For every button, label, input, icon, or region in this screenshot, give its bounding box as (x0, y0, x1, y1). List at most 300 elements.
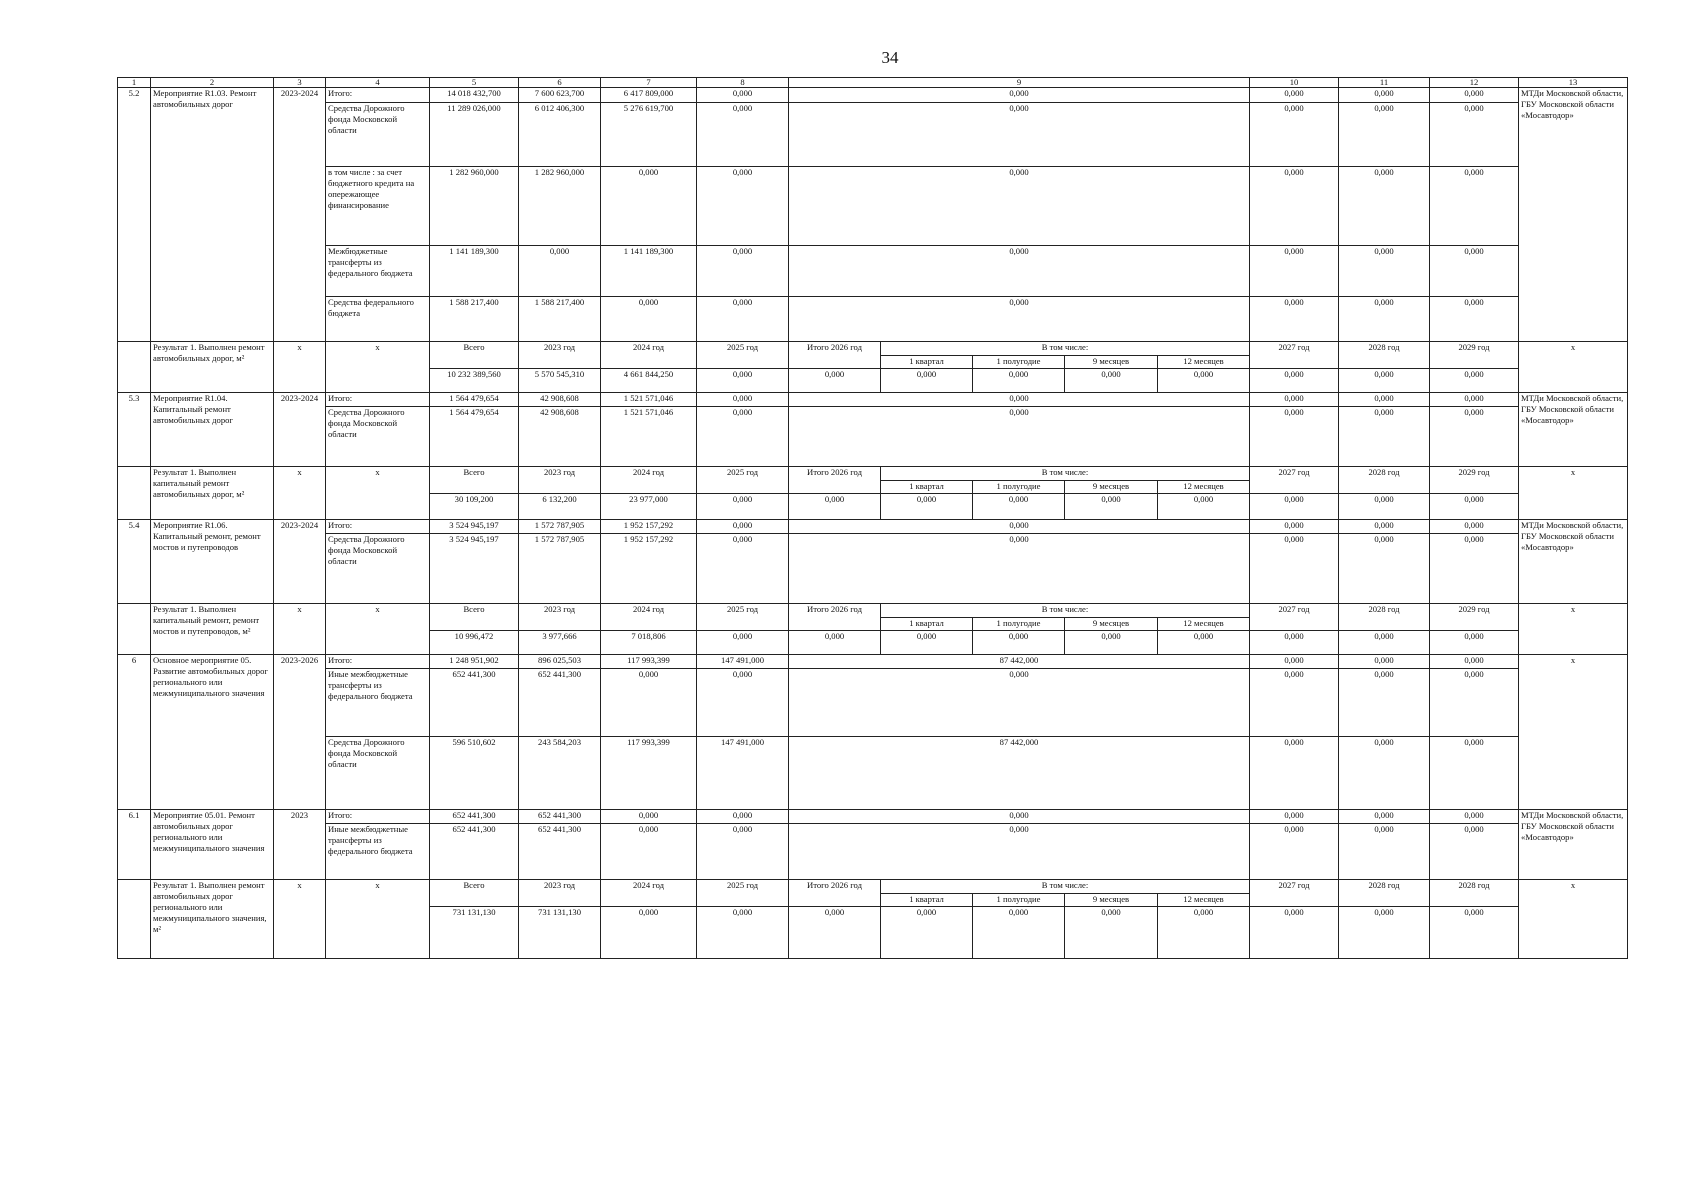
value-cell: 0,000 (1065, 631, 1158, 655)
value-cell: 0,000 (1430, 669, 1519, 737)
value-cell: 0,000 (697, 669, 789, 737)
value-cell: 10 996,472 (430, 631, 519, 655)
value-cell: 1 952 157,292 (601, 534, 697, 604)
executor: МТДи Московской области, ГБУ Московской области «Мосавтодор» (1519, 810, 1628, 880)
source-label: Межбюджетные трансферты из федерального бюджета (326, 246, 430, 297)
source-label: Итого: (326, 88, 430, 103)
value-cell: 0,000 (697, 520, 789, 534)
value-cell: 23 977,000 (601, 494, 697, 520)
value-cell: 6 132,200 (519, 494, 601, 520)
value-cell: 0,000 (1250, 88, 1339, 103)
value-cell: 1 952 157,292 (601, 520, 697, 534)
value-cell: 0,000 (1430, 737, 1519, 810)
value-cell: 0,000 (789, 393, 1250, 407)
empty-cell (118, 342, 151, 393)
page-number: 34 (881, 48, 899, 67)
value-cell: 0,000 (973, 494, 1065, 520)
value-cell: 5 570 545,310 (519, 369, 601, 393)
value-cell: 0,000 (1339, 737, 1430, 810)
value-cell: 0,000 (1339, 297, 1430, 342)
executor: МТДи Московской области, ГБУ Московской области «Мосавтодор» (1519, 88, 1628, 342)
activity-name: Мероприятие R1.04. Капитальный ремонт автомобильных дорог (151, 393, 274, 467)
value-cell: 1 521 571,046 (601, 407, 697, 467)
header-cell: 2024 год (601, 880, 697, 907)
table-row (118, 103, 1628, 167)
period: 2023-2024 (274, 88, 326, 342)
value-cell: 0,000 (1250, 369, 1339, 393)
col-number: 13 (1519, 78, 1628, 88)
source-label: Итого: (326, 655, 430, 669)
value-cell: 0,000 (1339, 369, 1430, 393)
x-mark: x (274, 880, 326, 959)
header-cell: 2028 год (1339, 880, 1430, 907)
empty-cell (118, 467, 151, 520)
value-cell: 0,000 (1250, 669, 1339, 737)
activity-name: Основное мероприятие 05. Развитие автомобильных дорог регионального или межмуниципального значения (151, 655, 274, 810)
value-cell: 652 441,300 (519, 810, 601, 824)
col-number: 6 (519, 78, 601, 88)
value-cell: 1 588 217,400 (519, 297, 601, 342)
value-cell: 0,000 (697, 246, 789, 297)
value-cell: 0,000 (1430, 103, 1519, 167)
value-cell: 0,000 (1250, 534, 1339, 604)
executor: x (1519, 655, 1628, 810)
row-id: 6 (118, 655, 151, 810)
col-number: 5 (430, 78, 519, 88)
value-cell: 243 584,203 (519, 737, 601, 810)
value-cell: 0,000 (1430, 824, 1519, 880)
value-cell: 42 908,608 (519, 407, 601, 467)
x-mark: x (326, 880, 430, 959)
value-cell: 0,000 (1250, 907, 1339, 959)
value-cell: 0,000 (697, 907, 789, 959)
header-cell: 2023 год (519, 880, 601, 907)
value-cell: 0,000 (789, 810, 1250, 824)
value-cell: 652 441,300 (519, 669, 601, 737)
col-number: 12 (1430, 78, 1519, 88)
result-label: Результат 1. Выполнен капитальный ремонт, ремонт мостов и путепроводов, м² (151, 604, 274, 655)
value-cell: 0,000 (697, 534, 789, 604)
value-cell: 0,000 (1250, 810, 1339, 824)
value-cell: 0,000 (1430, 534, 1519, 604)
value-cell: 0,000 (1339, 88, 1430, 103)
value-cell: 117 993,399 (601, 737, 697, 810)
value-cell: 147 491,000 (697, 737, 789, 810)
value-cell: 1 282 960,000 (519, 167, 601, 246)
value-cell: 0,000 (697, 297, 789, 342)
header-cell: 2023 год (519, 467, 601, 494)
value-cell: 596 510,602 (430, 737, 519, 810)
result-label: Результат 1. Выполнен ремонт автомобильных дорог регионального или межмуниципального значения, м² (151, 880, 274, 959)
value-cell: 1 248 951,902 (430, 655, 519, 669)
col-number: 3 (274, 78, 326, 88)
activity-name: Мероприятие R1.03. Ремонт автомобильных дорог (151, 88, 274, 342)
source-label: Средства федерального бюджета (326, 297, 430, 342)
value-cell: 0,000 (697, 369, 789, 393)
header-cell: 2029 год (1430, 342, 1519, 369)
value-cell: 0,000 (1250, 167, 1339, 246)
header-cell: 12 месяцев (1158, 356, 1250, 369)
table-row (118, 167, 1628, 246)
value-cell: 0,000 (881, 907, 973, 959)
value-cell: 0,000 (789, 907, 881, 959)
value-cell: 0,000 (973, 631, 1065, 655)
value-cell: 0,000 (789, 534, 1250, 604)
value-cell: 0,000 (1250, 407, 1339, 467)
period: 2023-2024 (274, 393, 326, 467)
header-cell: 2025 год (697, 342, 789, 369)
header-cell: 2027 год (1250, 467, 1339, 494)
value-cell: 0,000 (601, 167, 697, 246)
source-label: в том числе : за счет бюджетного кредита на опережающее финансирование (326, 167, 430, 246)
header-cell: В том числе: (881, 342, 1250, 356)
header-cell: 9 месяцев (1065, 481, 1158, 494)
empty-cell (118, 880, 151, 959)
value-cell: 1 141 189,300 (430, 246, 519, 297)
value-cell: 0,000 (697, 824, 789, 880)
value-cell: 0,000 (697, 631, 789, 655)
col-number: 9 (789, 78, 1250, 88)
value-cell: 0,000 (1430, 167, 1519, 246)
header-cell: 2024 год (601, 467, 697, 494)
value-cell: 0,000 (601, 907, 697, 959)
value-cell: 0,000 (1339, 824, 1430, 880)
table-row (118, 246, 1628, 297)
value-cell: 0,000 (601, 669, 697, 737)
source-label: Итого: (326, 810, 430, 824)
row-id: 5.4 (118, 520, 151, 604)
result-label: Результат 1. Выполнен капитальный ремонт автомобильных дорог, м² (151, 467, 274, 520)
value-cell: 0,000 (601, 824, 697, 880)
value-cell: 6 417 809,000 (601, 88, 697, 103)
value-cell: 0,000 (1430, 810, 1519, 824)
value-cell: 0,000 (1430, 393, 1519, 407)
col-number: 1 (118, 78, 151, 88)
value-cell: 0,000 (1250, 655, 1339, 669)
period: 2023 (274, 810, 326, 880)
value-cell: 0,000 (601, 297, 697, 342)
row-id: 6.1 (118, 810, 151, 880)
value-cell: 117 993,399 (601, 655, 697, 669)
header-cell: 2023 год (519, 342, 601, 369)
value-cell: 896 025,503 (519, 655, 601, 669)
value-cell: 731 131,130 (519, 907, 601, 959)
value-cell: 0,000 (789, 407, 1250, 467)
value-cell: 0,000 (1430, 494, 1519, 520)
column-number-row (118, 78, 1628, 88)
value-cell: 0,000 (1339, 393, 1430, 407)
header-cell: 9 месяцев (1065, 618, 1158, 631)
value-cell: 0,000 (1250, 393, 1339, 407)
header-cell: В том числе: (881, 604, 1250, 618)
table-row (118, 655, 1628, 669)
value-cell: 0,000 (1339, 631, 1430, 655)
value-cell: 14 018 432,700 (430, 88, 519, 103)
value-cell: 0,000 (1430, 407, 1519, 467)
value-cell: 0,000 (789, 297, 1250, 342)
value-cell: 1 141 189,300 (601, 246, 697, 297)
value-cell: 30 109,200 (430, 494, 519, 520)
value-cell: 0,000 (881, 631, 973, 655)
header-cell: 12 месяцев (1158, 618, 1250, 631)
row-id: 5.3 (118, 393, 151, 467)
activity-name: Мероприятие 05.01. Ремонт автомобильных дорог регионального или межмуниципального значения (151, 810, 274, 880)
header-cell: 2028 год (1339, 342, 1430, 369)
header-cell: 12 месяцев (1158, 894, 1250, 907)
value-cell: 0,000 (1339, 407, 1430, 467)
value-cell: 0,000 (1250, 103, 1339, 167)
table-row (118, 824, 1628, 880)
period: 2023-2024 (274, 520, 326, 604)
value-cell: 0,000 (1250, 824, 1339, 880)
value-cell: 147 491,000 (697, 655, 789, 669)
header-cell: 1 полугодие (973, 356, 1065, 369)
value-cell: 0,000 (1250, 297, 1339, 342)
value-cell: 0,000 (1339, 534, 1430, 604)
header-cell: Всего (430, 342, 519, 369)
header-cell: 9 месяцев (1065, 894, 1158, 907)
header-cell: Всего (430, 604, 519, 631)
col-number: 4 (326, 78, 430, 88)
table-row (118, 393, 1628, 407)
value-cell: 1 572 787,905 (519, 520, 601, 534)
table-row (118, 297, 1628, 342)
value-cell: 1 564 479,654 (430, 393, 519, 407)
value-cell: 0,000 (601, 810, 697, 824)
col-number: 11 (1339, 78, 1430, 88)
header-cell: 1 полугодие (973, 618, 1065, 631)
value-cell: 0,000 (697, 167, 789, 246)
value-cell: 0,000 (1339, 669, 1430, 737)
table-row (118, 520, 1628, 534)
header-cell: 2029 год (1430, 604, 1519, 631)
value-cell: 0,000 (1430, 88, 1519, 103)
value-cell: 652 441,300 (430, 810, 519, 824)
empty-cell (118, 604, 151, 655)
value-cell: 10 232 389,560 (430, 369, 519, 393)
value-cell: 0,000 (789, 824, 1250, 880)
value-cell: 0,000 (1430, 297, 1519, 342)
x-mark: x (326, 604, 430, 655)
header-cell: 2023 год (519, 604, 601, 631)
value-cell: 0,000 (1430, 655, 1519, 669)
value-cell: 1 282 960,000 (430, 167, 519, 246)
value-cell: 0,000 (1430, 246, 1519, 297)
value-cell: 0,000 (1430, 907, 1519, 959)
header-cell: 1 квартал (881, 481, 973, 494)
source-label: Средства Дорожного фонда Московской области (326, 103, 430, 167)
value-cell: 0,000 (1250, 631, 1339, 655)
value-cell: 0,000 (1339, 520, 1430, 534)
value-cell: 0,000 (1250, 737, 1339, 810)
header-cell: 1 полугодие (973, 481, 1065, 494)
value-cell: 0,000 (1339, 907, 1430, 959)
header-cell: 2029 год (1430, 467, 1519, 494)
header-cell: 9 месяцев (1065, 356, 1158, 369)
value-cell: 0,000 (1339, 494, 1430, 520)
value-cell: 0,000 (1339, 655, 1430, 669)
value-cell: 1 521 571,046 (601, 393, 697, 407)
header-cell: 2025 год (697, 604, 789, 631)
source-label: Итого: (326, 520, 430, 534)
header-cell: 2028 год (1430, 880, 1519, 907)
result-header-row (118, 467, 1628, 481)
value-cell: 0,000 (1065, 907, 1158, 959)
header-cell: 2027 год (1250, 342, 1339, 369)
value-cell: 7 600 623,700 (519, 88, 601, 103)
header-cell: 2024 год (601, 342, 697, 369)
value-cell: 0,000 (1158, 631, 1250, 655)
x-mark: x (326, 467, 430, 520)
result-header-row (118, 342, 1628, 356)
x-mark: x (1519, 467, 1628, 520)
value-cell: 0,000 (789, 669, 1250, 737)
col-number: 7 (601, 78, 697, 88)
value-cell: 6 012 406,300 (519, 103, 601, 167)
x-mark: x (1519, 604, 1628, 655)
value-cell: 0,000 (789, 520, 1250, 534)
activity-name: Мероприятие R1.06. Капитальный ремонт, ремонт мостов и путепроводов (151, 520, 274, 604)
result-header-row (118, 880, 1628, 894)
value-cell: 0,000 (789, 246, 1250, 297)
value-cell: 0,000 (1158, 369, 1250, 393)
value-cell: 652 441,300 (519, 824, 601, 880)
value-cell: 0,000 (697, 88, 789, 103)
header-cell: 2024 год (601, 604, 697, 631)
period: 2023-2026 (274, 655, 326, 810)
value-cell: 0,000 (697, 103, 789, 167)
value-cell: 87 442,000 (789, 655, 1250, 669)
value-cell: 4 661 844,250 (601, 369, 697, 393)
header-cell: 1 квартал (881, 894, 973, 907)
source-label: Средства Дорожного фонда Московской области (326, 407, 430, 467)
header-cell: 2025 год (697, 880, 789, 907)
value-cell: 0,000 (1250, 494, 1339, 520)
value-cell: 652 441,300 (430, 824, 519, 880)
value-cell: 0,000 (1065, 494, 1158, 520)
header-cell: 1 квартал (881, 618, 973, 631)
value-cell: 0,000 (1339, 810, 1430, 824)
x-mark: x (274, 604, 326, 655)
value-cell: 0,000 (697, 407, 789, 467)
value-cell: 0,000 (881, 369, 973, 393)
value-cell: 0,000 (789, 103, 1250, 167)
value-cell: 0,000 (697, 393, 789, 407)
result-label: Результат 1. Выполнен ремонт автомобильных дорог, м² (151, 342, 274, 393)
value-cell: 0,000 (789, 494, 881, 520)
budget-table (117, 77, 1628, 959)
header-cell: В том числе: (881, 467, 1250, 481)
value-cell: 0,000 (1430, 369, 1519, 393)
header-cell: Итого 2026 год (789, 467, 881, 494)
x-mark: x (326, 342, 430, 393)
value-cell: 652 441,300 (430, 669, 519, 737)
header-cell: Всего (430, 880, 519, 907)
header-cell: Всего (430, 467, 519, 494)
source-label: Иные межбюджетные трансферты из федерального бюджета (326, 669, 430, 737)
value-cell: 0,000 (1430, 631, 1519, 655)
executor: МТДи Московской области, ГБУ Московской области «Мосавтодор» (1519, 393, 1628, 467)
table-row (118, 534, 1628, 604)
x-mark: x (1519, 342, 1628, 393)
source-label: Итого: (326, 393, 430, 407)
header-cell: Итого 2026 год (789, 880, 881, 907)
value-cell: 0,000 (1065, 369, 1158, 393)
value-cell: 3 977,666 (519, 631, 601, 655)
value-cell: 0,000 (1430, 520, 1519, 534)
table-row (118, 669, 1628, 737)
value-cell: 0,000 (1339, 167, 1430, 246)
value-cell: 0,000 (789, 167, 1250, 246)
table-row (118, 810, 1628, 824)
value-cell: 0,000 (1339, 246, 1430, 297)
header-cell: 2028 год (1339, 467, 1430, 494)
value-cell: 1 572 787,905 (519, 534, 601, 604)
executor: МТДи Московской области, ГБУ Московской области «Мосавтодор» (1519, 520, 1628, 604)
header-cell: 1 квартал (881, 356, 973, 369)
value-cell: 0,000 (697, 494, 789, 520)
value-cell: 0,000 (519, 246, 601, 297)
value-cell: 0,000 (789, 88, 1250, 103)
table-row (118, 737, 1628, 810)
value-cell: 0,000 (881, 494, 973, 520)
value-cell: 5 276 619,700 (601, 103, 697, 167)
source-label: Средства Дорожного фонда Московской области (326, 737, 430, 810)
value-cell: 0,000 (1158, 494, 1250, 520)
value-cell: 0,000 (697, 810, 789, 824)
col-number: 8 (697, 78, 789, 88)
header-cell: 2027 год (1250, 604, 1339, 631)
x-mark: x (274, 467, 326, 520)
value-cell: 0,000 (973, 907, 1065, 959)
row-id: 5.2 (118, 88, 151, 342)
value-cell: 0,000 (1250, 520, 1339, 534)
header-cell: 12 месяцев (1158, 481, 1250, 494)
value-cell: 0,000 (1339, 103, 1430, 167)
value-cell: 3 524 945,197 (430, 534, 519, 604)
value-cell: 42 908,608 (519, 393, 601, 407)
value-cell: 0,000 (1158, 907, 1250, 959)
value-cell: 0,000 (789, 631, 881, 655)
value-cell: 87 442,000 (789, 737, 1250, 810)
col-number: 2 (151, 78, 274, 88)
header-cell: 1 полугодие (973, 894, 1065, 907)
value-cell: 0,000 (789, 369, 881, 393)
result-header-row (118, 604, 1628, 618)
source-label: Иные межбюджетные трансферты из федерального бюджета (326, 824, 430, 880)
header-cell: 2028 год (1339, 604, 1430, 631)
value-cell: 731 131,130 (430, 907, 519, 959)
value-cell: 3 524 945,197 (430, 520, 519, 534)
source-label: Средства Дорожного фонда Московской области (326, 534, 430, 604)
value-cell: 7 018,806 (601, 631, 697, 655)
value-cell: 0,000 (973, 369, 1065, 393)
value-cell: 0,000 (1250, 246, 1339, 297)
header-cell: 2027 год (1250, 880, 1339, 907)
header-cell: В том числе: (881, 880, 1250, 894)
header-cell: Итого 2026 год (789, 604, 881, 631)
x-mark: x (274, 342, 326, 393)
header-cell: Итого 2026 год (789, 342, 881, 369)
table-row (118, 407, 1628, 467)
x-mark: x (1519, 880, 1628, 959)
col-number: 10 (1250, 78, 1339, 88)
value-cell: 1 564 479,654 (430, 407, 519, 467)
table-row (118, 88, 1628, 103)
value-cell: 1 588 217,400 (430, 297, 519, 342)
value-cell: 11 289 026,000 (430, 103, 519, 167)
header-cell: 2025 год (697, 467, 789, 494)
